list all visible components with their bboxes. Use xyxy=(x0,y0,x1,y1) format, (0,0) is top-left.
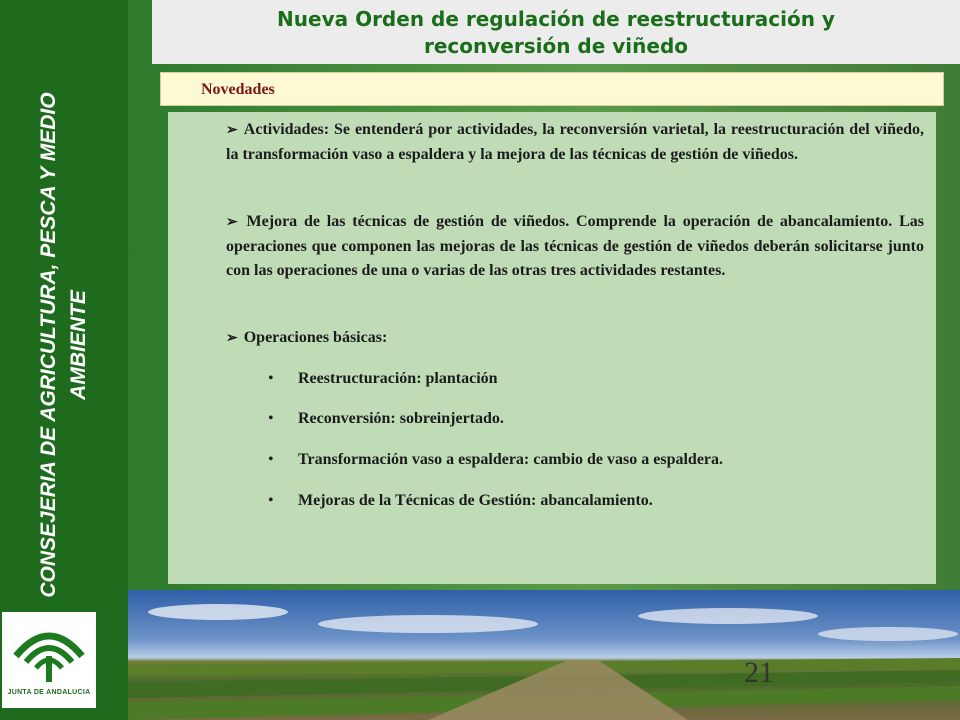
page-title-line-1: Nueva Orden de regulación de reestructuración y xyxy=(277,7,835,31)
list-item: Reestructuración: plantación xyxy=(298,370,498,387)
section-header xyxy=(160,72,944,106)
logo-caption: JUNTA DE ANDALUCIA xyxy=(7,689,91,696)
list-item: Transformación vaso a espaldera: cambio de vaso a espaldera. xyxy=(298,451,724,468)
vineyard-rows-image xyxy=(128,590,960,720)
section-label: Novedades xyxy=(201,81,275,98)
arrow-bullet-icon: ➢ xyxy=(226,123,238,138)
bullet-dot-icon: • xyxy=(268,410,274,427)
page-title xyxy=(152,6,960,60)
header xyxy=(152,0,960,64)
junta-andalucia-logo xyxy=(2,612,96,708)
paragraph-mejora xyxy=(226,210,924,283)
ministry-text-line-2: AMBIENTE xyxy=(67,290,90,400)
vineyard-photo xyxy=(128,590,960,720)
content-panel xyxy=(168,112,936,584)
arrow-bullet-icon: ➢ xyxy=(226,215,238,230)
list-item: Mejoras de la Técnicas de Gestión: abancalamiento. xyxy=(298,492,653,509)
paragraph-text: Operaciones básicas: xyxy=(243,329,388,346)
paragraph-text: Actividades: Se entenderá por actividades, la reconversión varietal, la reestructuración del viñedo, la transformación vaso a espaldera y la mejora de las técnicas de gestión de viñedos. xyxy=(226,121,924,163)
list-item: Reconversión: sobreinjertado. xyxy=(298,410,504,427)
paragraph-operaciones xyxy=(226,326,924,351)
page-number: 21 xyxy=(744,656,774,689)
page-title-line-2: reconversión de viñedo xyxy=(423,34,689,58)
paragraph-actividades xyxy=(226,118,924,167)
bullet-dot-icon: • xyxy=(268,492,274,509)
logo-emblem-icon xyxy=(2,612,96,692)
paragraph-text: Mejora de las técnicas de gestión de viñedos. Comprende la operación de abancalamiento. Las operaciones que componen las mejoras de las técnicas de gestión de viñedos deberán solicitarse junto con las operaciones de una o varias de las otras tres actividades restantes. xyxy=(226,213,925,279)
arrow-bullet-icon: ➢ xyxy=(226,331,238,346)
bullet-dot-icon: • xyxy=(268,451,274,468)
ministry-vertical-text xyxy=(34,55,94,635)
ministry-text-line-1: CONSEJERIA DE AGRICULTURA, PESCA Y MEDIO xyxy=(37,92,60,598)
sidebar xyxy=(0,0,128,720)
bullet-dot-icon: • xyxy=(268,370,274,387)
